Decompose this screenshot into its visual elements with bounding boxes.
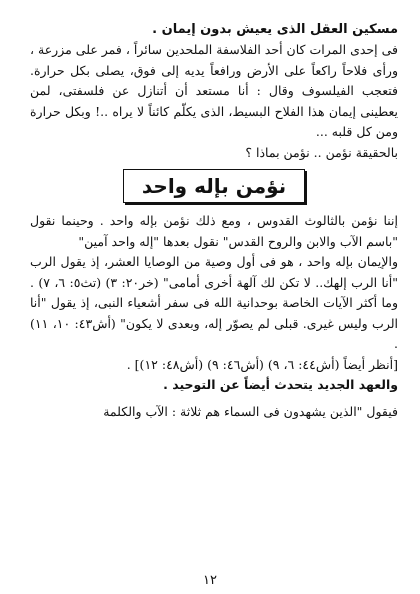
boxed-title: نؤمن بإله واحد xyxy=(123,169,305,203)
paragraph-commandment: والإيمان بإله واحد ، هو فى أول وصية من الوصايا العشر، إذ يقول الرب "أنا الرب إلهك.. لا تكن لك آلهة أخرى أمامى" (خر٢٠: ٣) (تث٥: ٦، ٧) . وما أكثر الآيات الخاصة بوحدانية الله فى سفر أشعياء النبى، إذ يقول "أنا الرب وليس غيرى. قبلى لم يصوّر إله، وبعدى لا يكون" (أش٤٣: ١٠، ١١) . xyxy=(30,254,399,351)
paragraph-witnesses: فيقول "الذين يشهدون فى السماء هم ثلاثة : الآب والكلمة xyxy=(103,403,398,419)
page-number: ١٢ xyxy=(203,573,217,588)
boxed-title-wrap xyxy=(30,169,398,203)
document-page xyxy=(30,20,398,580)
paragraph-philosopher: فى إحدى المرات كان أحد الفلاسفة الملحدين سائراً ، فمر على مزرعة ، ورأى فلاحاً راكعاً على الأرض ورافعاً يديه إلى فوق، يصلى بكل حرارة. فتعجب الفيلسوف وقال : أنا مستعد أن أتنازل عن فلسفتى، لمن يعطينى إيمان هذا الفلاح البسيط، الذى يكلّم كائناً لا يراه ..! وبكل حرارة ومن كل قلبه ... xyxy=(30,42,398,139)
question-line: بالحقيقة نؤمن .. نؤمن بماذا ؟ xyxy=(245,144,398,160)
references-line: [أنظر أيضاً (أش٤٤: ٦، ٩) (أش٤٦: ٩) (أش٤٨: ١٢)] . xyxy=(126,356,398,372)
section-heading: مسكين العقل الذى يعيش بدون إيمان . xyxy=(152,22,398,37)
paragraph-trinity: إننا نؤمن بالثالوث القدوس ، ومع ذلك نؤمن بإله واحد . وحينما نقول "باسم الآب والابن والروح القدس" نقول بعدها "إله واحد آمين" xyxy=(30,213,398,249)
new-testament-heading: والعهد الجديد يتحدث أيضاً عن التوحيد . xyxy=(163,377,398,392)
